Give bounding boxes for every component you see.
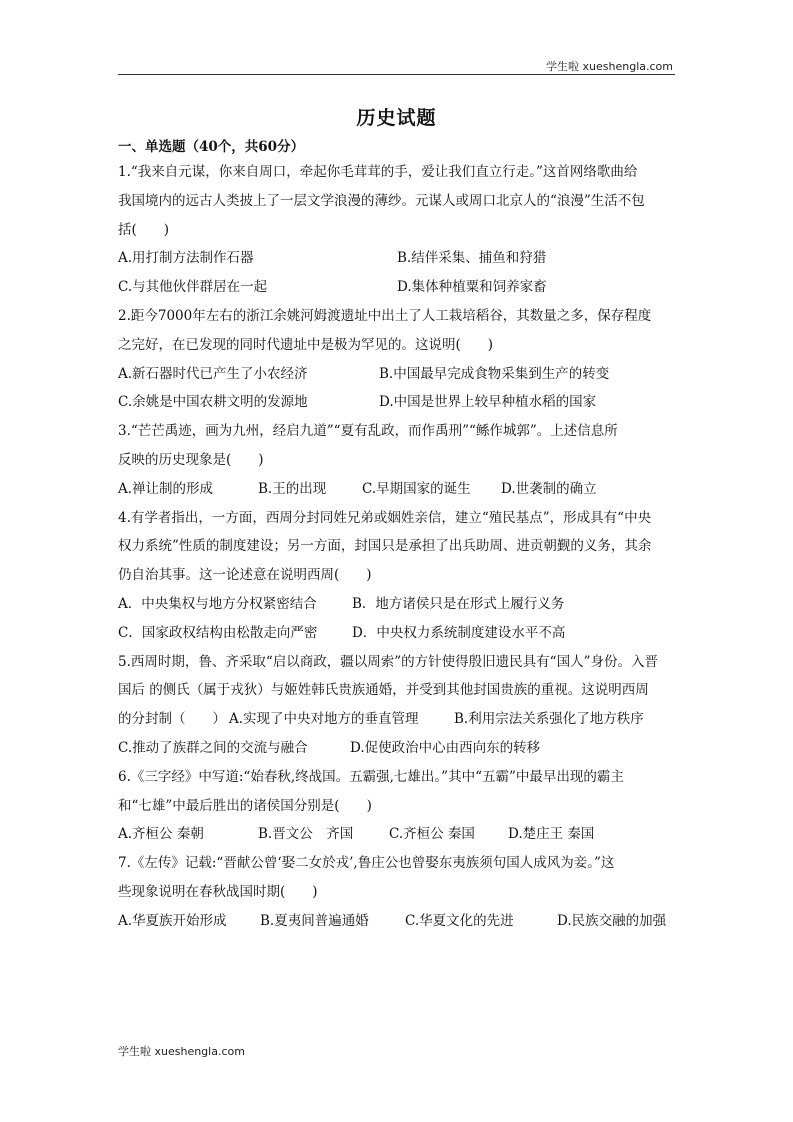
option-a: A.华夏族开始形成 bbox=[118, 912, 227, 929]
question-text-line: 7.《左传》记载:“晋献公曾‘娶二女於戎’,鲁庄公也曾娶东夷族须句国人成风为妾。”这 bbox=[118, 855, 615, 872]
question-text-line: 1.“我来自元谋，你来自周口，牵起你毛茸茸的手，爱让我们直立行走。”这首网络歌曲给 bbox=[118, 164, 638, 180]
question-text-line: 3.“芒芒禹迹，画为九州，经启九道”“夏有乱政，而作禹刑”“鲧作城郭”。上述信息所 bbox=[118, 423, 618, 440]
option-b: B．地方诸侯只是在形式上履行义务 bbox=[352, 595, 565, 612]
option-c: C.华夏文化的先进 bbox=[405, 912, 514, 929]
question-text-tail: 的分封制（ ） bbox=[118, 711, 226, 728]
question-text-line: 2.距今7000年左右的浙江余姚河姆渡遗址中出土了人工栽培稻谷，其数量之多，保存程度 bbox=[118, 307, 652, 324]
question-text-line: 我国境内的远古人类披上了一层文学浪漫的薄纱。元谋人或周口北京人的“浪漫”生活不包 bbox=[118, 192, 645, 209]
question-text-line: 之完好，在已发现的同时代遗址中是极为罕见的。这说明( ) bbox=[118, 336, 494, 353]
question-text-line: 些现象说明在春秋战国时期( ) bbox=[118, 883, 318, 900]
option-d: D．中央权力系统制度建设水平不高 bbox=[352, 624, 566, 641]
options-row bbox=[118, 360, 680, 389]
options-row bbox=[118, 820, 680, 849]
options-row bbox=[118, 734, 680, 763]
options-row bbox=[118, 244, 680, 273]
question-4 bbox=[118, 504, 680, 648]
header-divider bbox=[118, 74, 675, 75]
option-a: A．中央集权与地方分权紧密结合 bbox=[118, 595, 317, 612]
question-text-line: 和“七雄”中最后胜出的诸侯国分别是( ) bbox=[118, 797, 372, 814]
question-text-line: 6.《三字经》中写道:“始春秋,终战国。五霸强,七雄出。”其中“五霸”中最早出现的霸主 bbox=[118, 768, 624, 785]
options-row bbox=[118, 619, 680, 648]
option-c: C.余姚是中国农耕文明的发源地 bbox=[118, 394, 308, 411]
page-title: 历史试题 bbox=[356, 107, 437, 129]
options-row bbox=[118, 388, 680, 417]
option-b: B.王的出现 bbox=[258, 480, 327, 497]
option-b: B.中国最早完成食物采集到生产的转变 bbox=[379, 365, 610, 382]
question-text-line: 权力系统”性质的制度建设；另一方面，封国只是承担了出兵助周、进贡朝觐的义务，其余 bbox=[118, 538, 652, 555]
option-d: D.中国是世界上较早种植水稻的国家 bbox=[379, 394, 597, 411]
option-c: C.齐桓公 秦国 bbox=[389, 826, 475, 843]
header-site-label: 学生啦 xueshengla.com bbox=[546, 60, 673, 73]
options-row bbox=[118, 907, 680, 936]
options-row bbox=[118, 475, 680, 504]
option-a: A.用打制方法制作石器 bbox=[118, 250, 254, 267]
question-text-line: 仍自治其事。这一论述意在说明西周( ) bbox=[118, 567, 372, 584]
option-a: A.齐桓公 秦朝 bbox=[118, 826, 204, 843]
question-3 bbox=[118, 417, 680, 503]
option-c: C.与其他伙伴群居在一起 bbox=[118, 279, 268, 296]
options-row bbox=[118, 273, 680, 302]
question-list bbox=[118, 136, 680, 936]
option-a: A.实现了中央对地方的垂直管理 bbox=[229, 711, 419, 728]
question-text-line: 4.有学者指出，一方面，西周分封同姓兄弟或姻姓亲信，建立“殖民基点”，形成具有“中央 bbox=[118, 509, 652, 526]
section-heading: 一、单选题（40个，共60分） bbox=[118, 139, 305, 155]
option-d: D.集体种植粟和饲养家畜 bbox=[397, 279, 547, 296]
question-text-line: 5.西周时期，鲁、齐采取“启以商政，疆以周索”的方针使得殷旧遗民具有“国人”身份。入晋 bbox=[118, 653, 658, 670]
option-a: A.新石器时代已产生了小农经济 bbox=[118, 365, 308, 382]
option-b: B.夏夷间普遍通婚 bbox=[260, 912, 369, 929]
question-5 bbox=[118, 648, 680, 763]
options-row bbox=[118, 705, 680, 734]
option-d: D.促使政治中心由西向东的转移 bbox=[350, 739, 541, 756]
question-2 bbox=[118, 302, 680, 417]
option-b: B.结伴采集、捕鱼和狩猎 bbox=[397, 250, 547, 267]
footer-site-label: 学生啦 xueshengla.com bbox=[118, 1045, 245, 1058]
option-b: B.利用宗法关系强化了地方秩序 bbox=[454, 711, 644, 728]
option-d: D.楚庄王 秦国 bbox=[508, 826, 595, 843]
question-text-line: 括( ) bbox=[118, 221, 170, 238]
question-text-line: 国后 的侧氏（属于戎狄）与姬姓韩氏贵族通婚，并受到其他封国贵族的重视。这说明西周 bbox=[118, 682, 649, 699]
question-6 bbox=[118, 763, 680, 849]
question-7 bbox=[118, 849, 680, 935]
option-c: C．国家政权结构由松散走向严密 bbox=[118, 624, 318, 641]
option-c: C.推动了族群之间的交流与融合 bbox=[118, 739, 308, 756]
question-1 bbox=[118, 158, 680, 302]
question-text-line: 反映的历史现象是( ) bbox=[118, 451, 264, 468]
options-row bbox=[118, 590, 680, 619]
option-c: C.早期国家的诞生 bbox=[362, 480, 471, 497]
option-a: A.禅让制的形成 bbox=[118, 480, 214, 497]
option-d: D.民族交融的加强 bbox=[557, 912, 667, 929]
option-b: B.晋文公 齐国 bbox=[258, 826, 354, 843]
option-d: D.世袭制的确立 bbox=[501, 480, 597, 497]
